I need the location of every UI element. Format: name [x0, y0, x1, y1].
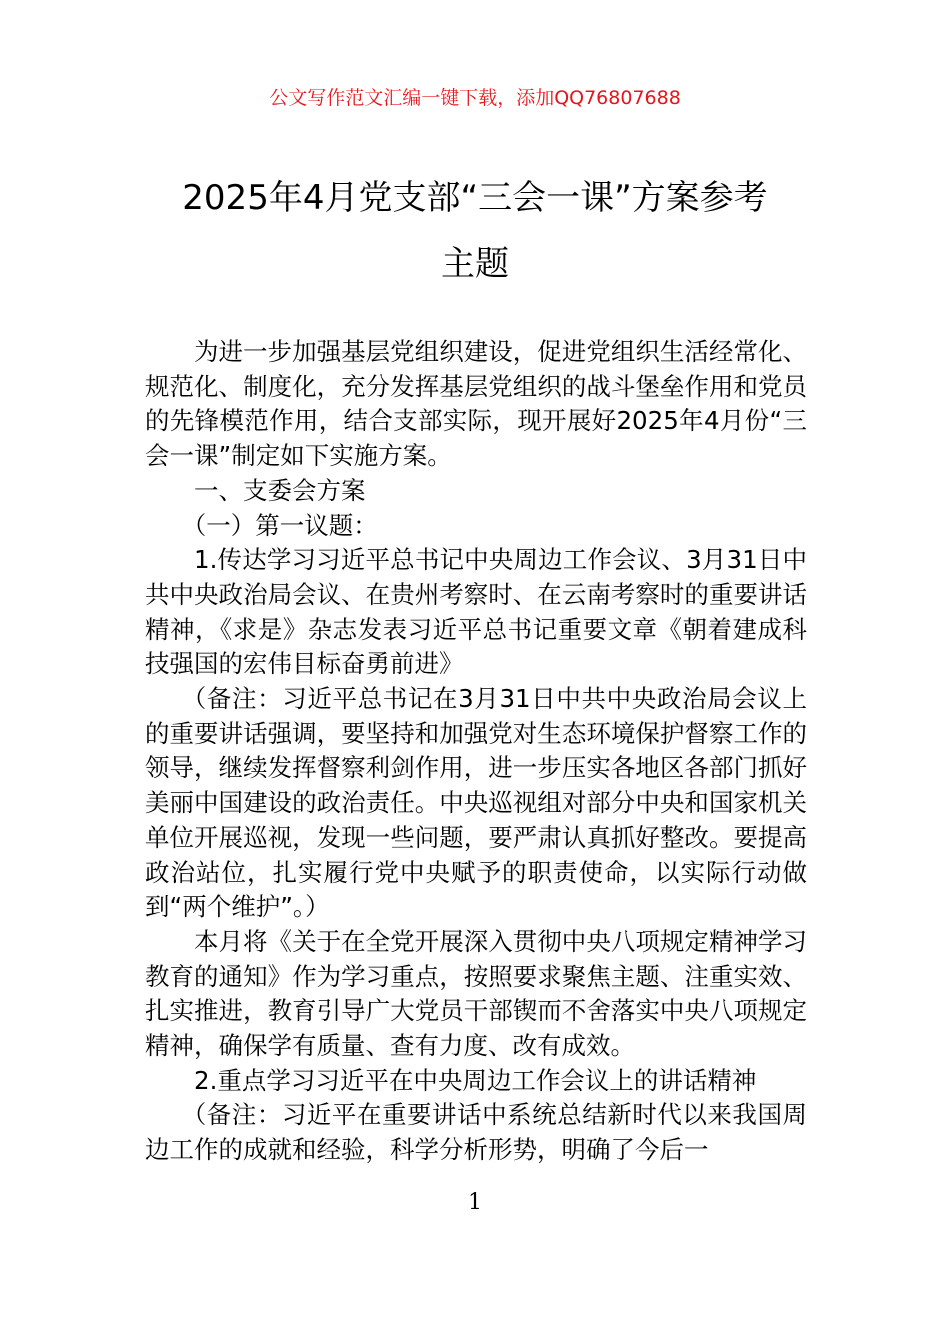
- study-focus-paragraph: 本月将《关于在全党开展深入贯彻中央八项规定精神学习教育的通知》作为学习重点，按照要求聚焦主题、注重实效、扎实推进，教育引导广大党员干部锲而不舍落实中央八项规定精神，确保学有质量、查有力度、改有成效。: [145, 926, 807, 1061]
- document-title-line-2: 主题: [441, 244, 509, 284]
- agenda-item-2: 2.重点学习习近平在中央周边工作会议上的讲话精神: [194, 1065, 757, 1095]
- section-heading: 一、支委会方案: [194, 475, 366, 505]
- note-paragraph-2: （备注：习近平在重要讲话中系统总结新时代以来我国周边工作的成就和经验，科学分析形势，明确了今后一: [145, 1100, 807, 1165]
- header-banner: 公文写作范文汇编一键下载，添加QQ76807688: [269, 87, 681, 109]
- page-number: 1: [468, 1190, 482, 1215]
- document-title-line-1: 2025年4月党支部“三会一课”方案参考: [182, 178, 768, 218]
- note-paragraph-1: （备注：习近平总书记在3月31日中共中央政治局会议上的重要讲话强调，要坚持和加强党对生态环境保护督察工作的领导，继续发挥督察利剑作用，进一步压实各地区各部门抓好美丽中国建设的政治责任。中央巡视组对部分中央和国家机关单位开展巡视，发现一些问题，要严肃认真抓好整改。要提高政治站位，扎实履行党中央赋予的职责使命，以实际行动做到“两个维护”。）: [145, 684, 807, 922]
- subsection-heading: （一）第一议题：: [181, 510, 378, 540]
- agenda-item-1: 1.传达学习习近平总书记中央周边工作会议、3月31日中共中央政治局会议、在贵州考察时、在云南考察时的重要讲话精神，《求是》杂志发表习近平总书记重要文章《朝着建成科技强国的宏伟目标奋勇前进》: [145, 545, 807, 679]
- document-body: [145, 335, 807, 1168]
- intro-paragraph: 为进一步加强基层党组织建设，促进党组织生活经常化、规范化、制度化，充分发挥基层党组织的战斗堡垒作用和党员的先锋模范作用，结合支部实际，现开展好2025年4月份“三会一课”制定如下实施方案。: [145, 337, 807, 471]
